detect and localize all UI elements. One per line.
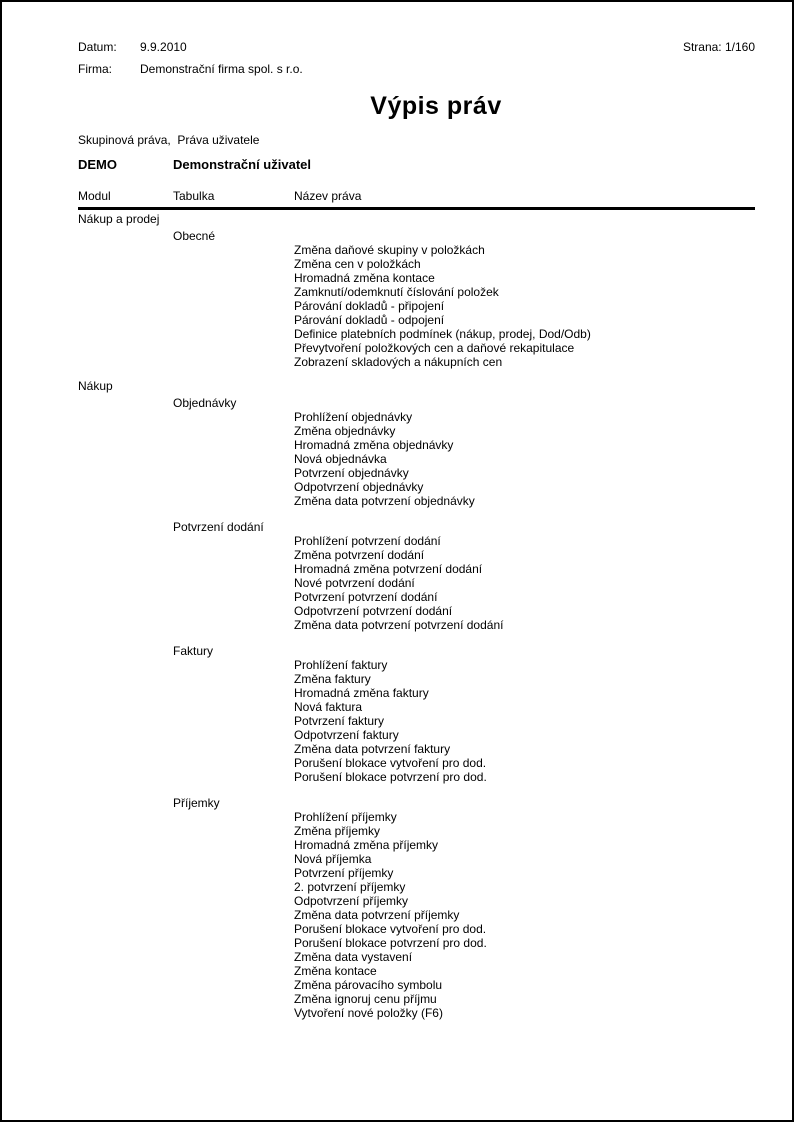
- right-item: Změna ignoruj cenu příjmu: [294, 992, 437, 1006]
- table-group: [78, 644, 755, 784]
- date-value: 9.9.2010: [140, 40, 187, 54]
- table-group: [78, 796, 755, 1020]
- right-item: Změna data vystavení: [294, 950, 413, 964]
- table-group: [78, 396, 755, 508]
- rights-listing: [78, 212, 755, 1020]
- right-item: Nové potvrzení dodání: [294, 576, 415, 590]
- module-block: [78, 212, 755, 369]
- page-number: Strana: 1/160: [682, 40, 755, 54]
- table-name: Faktury: [173, 644, 214, 658]
- company-value: Demonstrační firma spol. s r.o.: [140, 62, 303, 76]
- user-code: DEMO: [78, 157, 117, 172]
- module-name: Nákup: [78, 379, 113, 393]
- right-item: Nová objednávka: [294, 452, 387, 466]
- table-name: Obecné: [173, 229, 216, 243]
- right-item: 2. potvrzení příjemky: [294, 880, 406, 894]
- right-item: Převytvoření položkových cen a daňové rekapitulace: [294, 341, 575, 355]
- right-item: Změna příjemky: [294, 824, 381, 838]
- right-item: Změna objednávky: [294, 424, 396, 438]
- table-group: [78, 520, 755, 632]
- right-item: Hromadná změna potvrzení dodání: [294, 562, 483, 576]
- report-subtitle: Skupinová práva, Práva uživatele: [78, 133, 260, 147]
- company-row: [78, 58, 755, 80]
- right-item: Zamknutí/odemknutí číslování položek: [294, 285, 499, 299]
- right-item: Definice platebních podmínek (nákup, prodej, Dod/Odb): [294, 327, 591, 341]
- column-header-row: [78, 189, 755, 203]
- right-item: Prohlížení potvrzení dodání: [294, 534, 441, 548]
- date-label: Datum:: [78, 40, 117, 54]
- right-item: Odpotvrzení faktury: [294, 728, 399, 742]
- table-name: Potvrzení dodání: [173, 520, 264, 534]
- right-item: Párování dokladů - odpojení: [294, 313, 445, 327]
- right-item: Prohlížení příjemky: [294, 810, 397, 824]
- right-item: Změna daňové skupiny v položkách: [294, 243, 485, 257]
- header-divider-rule: [78, 207, 755, 210]
- right-item: Změna data potvrzení faktury: [294, 742, 451, 756]
- right-item: Změna faktury: [294, 672, 371, 686]
- user-name: Demonstrační uživatel: [173, 157, 311, 172]
- module-block: [78, 379, 755, 1020]
- column-header-modul: Modul: [78, 189, 111, 203]
- user-row: [78, 156, 755, 174]
- table-group: [78, 229, 755, 369]
- right-item: Prohlížení faktury: [294, 658, 388, 672]
- right-item: Změna data potvrzení příjemky: [294, 908, 460, 922]
- right-item: Zobrazení skladových a nákupních cen: [294, 355, 503, 369]
- right-item: Vytvoření nové položky (F6): [294, 1006, 443, 1020]
- module-name: Nákup a prodej: [78, 212, 160, 226]
- right-item: Změna cen v položkách: [294, 257, 421, 271]
- right-item: Nová příjemka: [294, 852, 372, 866]
- right-item: Potvrzení faktury: [294, 714, 385, 728]
- table-name: Objednávky: [173, 396, 237, 410]
- right-item: Změna kontace: [294, 964, 377, 978]
- right-item: Hromadná změna příjemky: [294, 838, 439, 852]
- right-item: Potvrzení potvrzení dodání: [294, 590, 438, 604]
- company-label: Firma:: [78, 62, 112, 76]
- right-item: Porušení blokace vytvoření pro dod.: [294, 756, 487, 770]
- date-row: [78, 36, 755, 58]
- right-item: Potvrzení příjemky: [294, 866, 394, 880]
- right-item: Odpotvrzení příjemky: [294, 894, 409, 908]
- right-item: Změna potvrzení dodání: [294, 548, 425, 562]
- table-name: Příjemky: [173, 796, 220, 810]
- right-item: Nová faktura: [294, 700, 363, 714]
- column-header-nazev-prava: Název práva: [294, 189, 362, 203]
- right-item: Prohlížení objednávky: [294, 410, 413, 424]
- right-item: Odpotvrzení potvrzení dodání: [294, 604, 453, 618]
- right-item: Změna data potvrzení objednávky: [294, 494, 475, 508]
- right-item: Párování dokladů - připojení: [294, 299, 445, 313]
- right-item: Porušení blokace vytvoření pro dod.: [294, 922, 487, 936]
- column-header-tabulka: Tabulka: [173, 189, 215, 203]
- report-header: [78, 2, 755, 80]
- right-item: Hromadná změna kontace: [294, 271, 435, 285]
- right-item: Porušení blokace potvrzení pro dod.: [294, 770, 487, 784]
- right-item: Porušení blokace potvrzení pro dod.: [294, 936, 487, 950]
- right-item: Hromadná změna objednávky: [294, 438, 454, 452]
- right-item: Změna párovacího symbolu: [294, 978, 443, 992]
- right-item: Změna data potvrzení potvrzení dodání: [294, 618, 504, 632]
- right-item: Potvrzení objednávky: [294, 466, 409, 480]
- right-item: Hromadná změna faktury: [294, 686, 429, 700]
- page-title: Výpis práv: [370, 92, 502, 120]
- right-item: Odpotvrzení objednávky: [294, 480, 424, 494]
